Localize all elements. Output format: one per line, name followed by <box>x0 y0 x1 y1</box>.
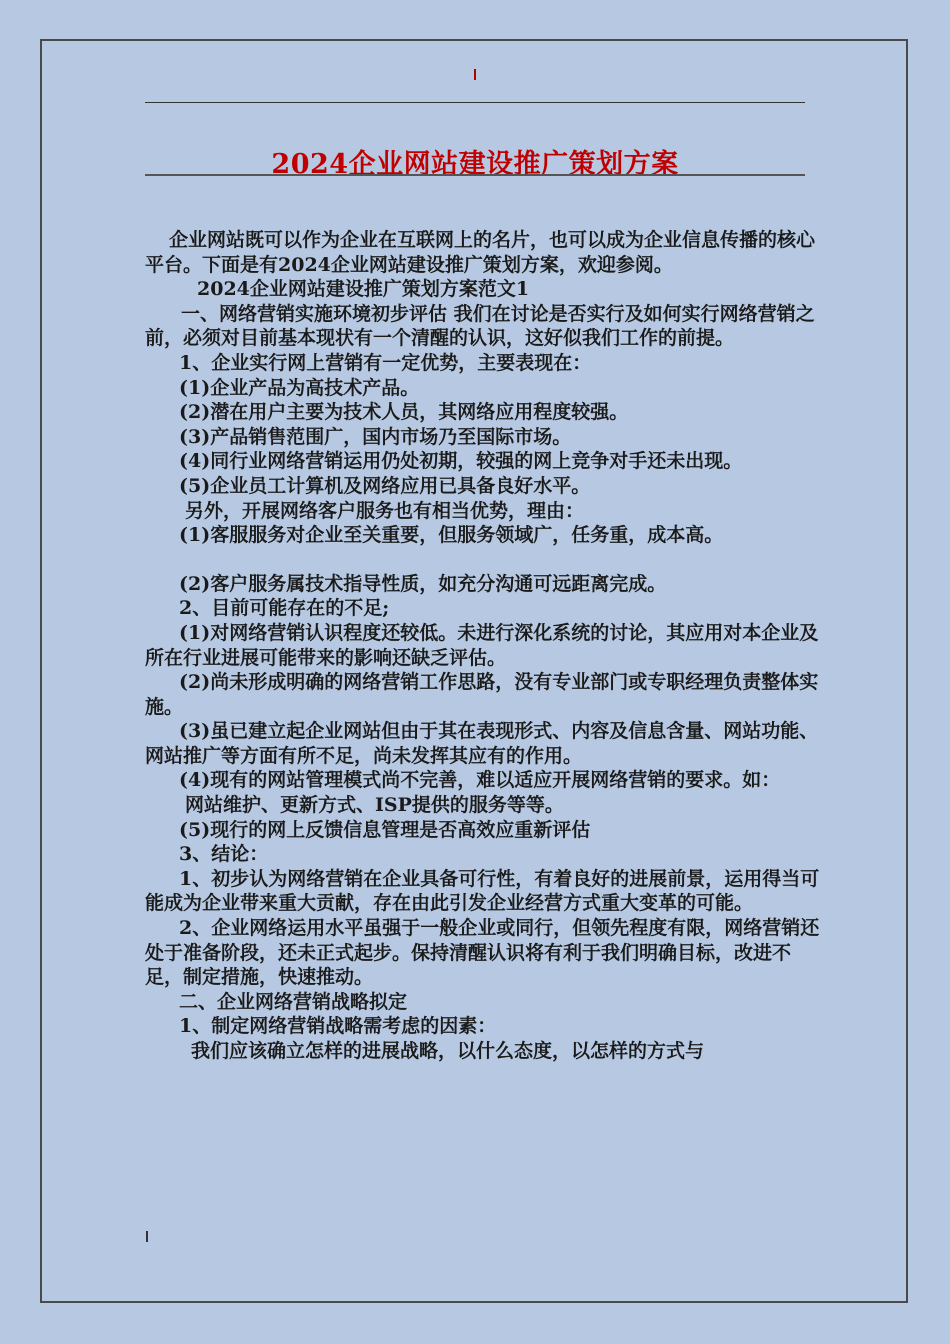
body-paragraph: 另外，开展网络客户服务也有相当优势，理由： <box>185 499 585 522</box>
body-paragraph: 3、结论： <box>179 843 269 866</box>
document-body <box>145 228 823 1064</box>
body-paragraph: (1)客服服务对企业至关重要，但服务领域广，任务重，成本高。 <box>179 524 724 547</box>
body-paragraph: (2)客户服务属技术指导性质，如充分沟通可远距离完成。 <box>179 572 667 595</box>
body-paragraph: (3)虽已建立起企业网站但由于其在表现形式、内容及信息含量、网站功能、网站推广等方面有所不足，尚未发挥其应有的作用。 <box>145 720 819 767</box>
document-title: 2024企业网站建设推广策划方案 <box>271 149 679 181</box>
body-paragraph: (4)同行业网络营销运用仍处初期，较强的网上竞争对手还未出现。 <box>179 450 743 473</box>
header-mark <box>474 69 476 80</box>
body-paragraph: 网站维护、更新方式、ISP提供的服务等等。 <box>185 794 564 817</box>
body-paragraph: 1、企业实行网上营销有一定优势，主要表现在： <box>179 351 592 374</box>
title-rule <box>145 174 805 176</box>
body-paragraph: 1、初步认为网络营销在企业具备可行性，有着良好的进展前景，运用得当可能成为企业带来重大贡献，存在由此引发企业经营方式重大变革的可能。 <box>145 867 820 915</box>
body-paragraph: (3)产品销售范围广，国内市场乃至国际市场。 <box>179 425 572 448</box>
body-paragraph: (2)尚未形成明确的网络营销工作思路，没有专业部门或专职经理负责整体实施。 <box>145 671 819 718</box>
body-paragraph: 二、企业网络营销战略拟定 <box>179 990 408 1013</box>
footer-mark <box>146 1231 148 1242</box>
body-paragraph: 企业网站既可以作为企业在互联网上的名片，也可以成为企业信息传播的核心平台。下面是有2024企业网站建设推广策划方案，欢迎参阅。 <box>145 229 816 276</box>
body-paragraph: (1)企业产品为高技术产品。 <box>179 376 420 399</box>
body-paragraph: (1)对网络营销认识程度还较低。未进行深化系统的讨论，其应用对本企业及所在行业进展可能带来的影响还缺乏评估。 <box>145 621 819 669</box>
body-paragraph: 2024企业网站建设推广策划方案范文1 <box>197 278 530 301</box>
body-paragraph: (5)企业员工计算机及网络应用已具备良好水平。 <box>179 474 591 497</box>
body-paragraph: (2)潜在用户主要为技术人员，其网络应用程度较强。 <box>179 401 629 424</box>
body-paragraph: 我们应该确立怎样的进展战略，以什么态度，以怎样的方式与 <box>191 1040 705 1062</box>
body-paragraph: (4)现有的网站管理模式尚不完善，难以适应开展网络营销的要求。如： <box>179 769 781 792</box>
body-paragraph: 1、制定网络营销战略需考虑的因素： <box>179 1015 497 1038</box>
body-paragraph: 2、企业网络运用水平虽强于一般企业或同行，但领先程度有限，网络营销还处于准备阶段，还未正式起步。保持清醒认识将有利于我们明确目标，改进不足，制定措施，快速推动。 <box>145 917 820 989</box>
body-paragraph: 2、目前可能存在的不足; <box>179 597 390 620</box>
body-paragraph: (5)现行的网上反馈信息管理是否高效应重新评估 <box>179 818 591 841</box>
header-rule <box>145 102 805 103</box>
body-paragraph: 一、网络营销实施环境初步评估 我们在讨论是否实行及如何实行网络营销之前，必须对目前基本现状有一个清醒的认识，这好似我们工作的前提。 <box>145 302 815 350</box>
